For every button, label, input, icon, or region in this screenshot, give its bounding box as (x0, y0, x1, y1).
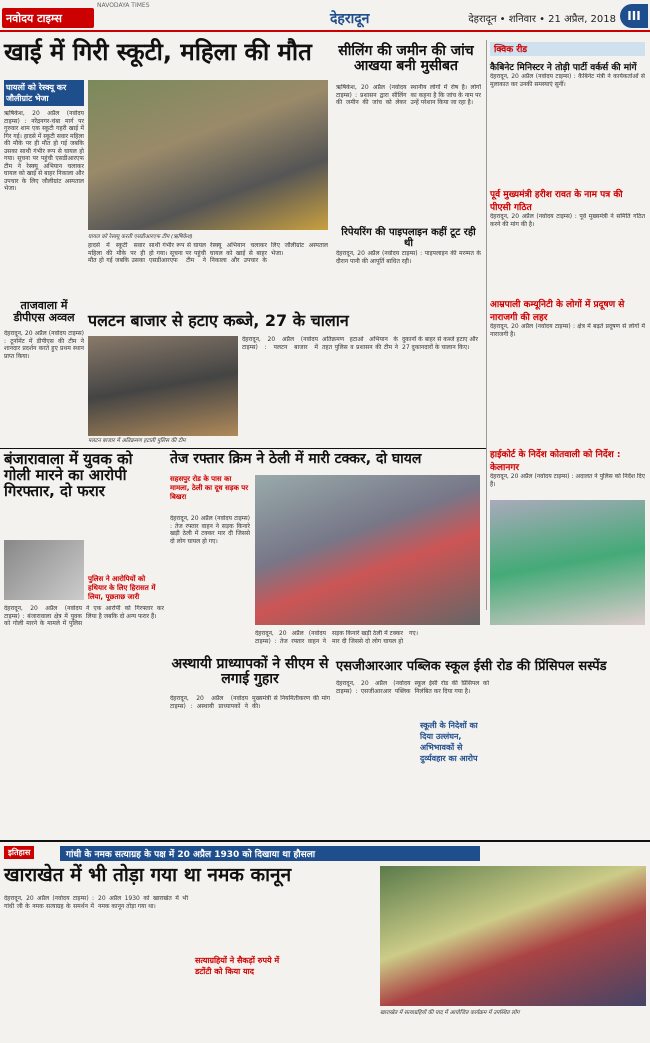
dateline: देहरादून • शनिवार • 21 अप्रैल, 2018 (468, 14, 616, 25)
teachers-headline: अस्थायी प्राध्यापकों ने सीएम से लगाई गुहार (171, 656, 329, 687)
history-pull-quote: सत्याग्रहियों ने सैकड़ों रुपये में डटोंटी को किया याद (195, 956, 280, 976)
tajwala-headline: ताजवाला में डीपीएस अव्वल (13, 299, 75, 324)
history-photo (380, 866, 646, 1006)
lead-sidebar-box: घायलों को रेस्क्यू कर जौलीग्रांट भेजा (4, 80, 84, 106)
lead-headline: खाई में गिरी स्कूटी, महिला की मौत (4, 38, 312, 66)
pipeline-body: देहरादून, 20 अप्रैल (नवोदय टाइम्स) : पाइपलाइन की मरम्मत के दौरान पानी की आपूर्ति बाधित रही। (336, 250, 481, 265)
history-photo-caption: खाराखेत में सत्याग्रहियों की याद में आयोजित कार्यक्रम में उपस्थित लोग (380, 1010, 520, 1016)
paltan-photo (88, 336, 238, 436)
quick-read-item-body: देहरादून, 20 अप्रैल (नवोदय टाइम्स) : पूर्व मुख्यमंत्री ने समिति गठित करने की मांग की है। (490, 213, 645, 228)
quick-read-title: क्विक रीड (490, 42, 645, 56)
pipeline-headline: रिपेयरिंग की पाइपलाइन कहीं टूट रही थी (341, 227, 476, 249)
banjarawala-photo (4, 540, 84, 600)
banjarawala-body: देहरादून, 20 अप्रैल (नवोदय टाइम्स) : बंजारावाला क्षेत्र में युवक को गोली मारने के मामले में पुलिस ने एक आरोपी को गिरफ्तार कर लिया है जबकि दो अन्य फरार हैं। (4, 605, 164, 627)
paltan-headline: पलटन बाजार से हटाए कब्जे, 27 के चालान (88, 311, 349, 330)
section-divider (0, 840, 650, 842)
crash-body-cont: देहरादून, 20 अप्रैल (नवोदय टाइम्स) : तेज रफ्तार वाहन ने सड़क किनारे खड़ी ठेली में टक्कर मार दी जिससे दो लोग घायल हो गए। (255, 630, 418, 645)
lead-byline (4, 110, 84, 290)
history-body: देहरादून, 20 अप्रैल (नवोदय टाइम्स) : गांधी जी के नमक सत्याग्रह के समर्थन में 20 अप्रैल 1930 को खाराखेत में भी नमक कानून तोड़ा गया था। (4, 895, 188, 910)
history-strap: गांधी के नमक सत्याग्रह के पक्ष में 20 अप्रैल 1930 को दिखाया था हौसला (60, 846, 480, 861)
quick-read-item (490, 60, 645, 183)
lead-photo-caption: घायल को रेस्क्यू करती एसडीआरएफ टीम (ऋषिकेश) (88, 234, 193, 240)
school-body: देहरादून, 20 अप्रैल (नवोदय टाइम्स) : एसजीआरआर पब्लिक स्कूल ईसी रोड की प्रिंसिपल को निलंबित कर दिया गया है। (336, 680, 489, 695)
school-headline: एसजीआरआर पब्लिक स्कूल ईसी रोड की प्रिंसिपल सस्पेंड (336, 659, 607, 674)
quick-read-item-body: देहरादून, 20 अप्रैल (नवोदय टाइम्स) : कैबिनेट मंत्री ने कार्यकर्ताओं से मुलाकात कर उनकी समस्याएं सुनीं। (490, 73, 645, 88)
quick-read-item-headline: हाईकोर्ट के निर्देश कोतवाली को निर्देश : केलानगर (490, 450, 621, 473)
crash-headline: तेज रफ्तार क्रिम ने ठेली में मारी टक्कर, दो घायल (170, 451, 422, 467)
page-number: III (620, 4, 648, 28)
women-group-photo (490, 500, 645, 625)
banjarawala-pull-quote: पुलिस ने आरोपियों को हथियार के लिए हिरासत में लिया, पूछताछ जारी (88, 575, 156, 601)
quick-read-item (490, 297, 645, 443)
history-section-tag: इतिहास (4, 846, 34, 859)
crash-subhead: सहसपुर रोड के पास का मामला, ठेली का दूध सड़क पर बिखरा (170, 475, 249, 501)
history-headline: खाराखेत में भी तोड़ा गया था नमक कानून (4, 864, 292, 886)
paltan-body: देहरादून, 20 अप्रैल (नवोदय टाइम्स) : पलटन बाजार में अतिक्रमण हटाओ अभियान के तहत पुलिस व प्रशासन की टीम ने दुकानों के बाहर से कब्जे हटाए और 27 दुकानदारों के चालान किए। (242, 336, 478, 351)
quick-read-item-body: देहरादून, 20 अप्रैल (नवोदय टाइम्स) : क्षेत्र में बढ़ते प्रदूषण से लोगों में नाराजगी है। (490, 323, 645, 338)
newspaper-logo: नवोदय टाइम्स (2, 8, 94, 28)
edition-id: NAVODAYA TIMES (97, 2, 150, 9)
quick-read-item (490, 187, 645, 293)
school-pull-quote: स्कूली के निदेशों का दिया उल्लंघन, अभिभावकों से दुर्व्यवहार का आरोप (420, 721, 478, 763)
teachers-body: देहरादून, 20 अप्रैल (नवोदय टाइम्स) : अस्थायी प्राध्यापकों ने मुख्यमंत्री से नियमितीकरण की मांग की। (170, 695, 330, 710)
quick-read-item-headline: पूर्व मुख्यमंत्री हरीश रावत के नाम पत्र की पीएसी गठित (490, 190, 623, 213)
ceiling-body: ऋषिकेश, 20 अप्रैल (नवोदय टाइम्स) : प्रशासन द्वारा सीलिंग की जमीन की जांच को लेकर स्थानीय लोगों में रोष है। लोगों का कहना है कि जांच के नाम पर उन्हें परेशान किया जा रहा है। (336, 84, 481, 106)
tajwala-body: देहरादून, 20 अप्रैल (नवोदय टाइम्स) : टूर्नामेंट में डीपीएस की टीम ने शानदार प्रदर्शन करते हुए प्रथम स्थान प्राप्त किया। (4, 330, 84, 360)
quick-read-item-headline: आम्रपाली कम्यूनिटी के लोगों में प्रदूषण से नाराजगी की लहर (490, 300, 625, 323)
section-divider (0, 448, 486, 449)
quick-read-list (490, 60, 645, 573)
quick-read-item-body: देहरादून, 20 अप्रैल (नवोदय टाइम्स) : अदालत ने पुलिस को निर्देश दिए हैं। (490, 473, 645, 488)
paltan-photo-caption: पलटन बाजार में अतिक्रमण हटाती पुलिस की टीम (88, 438, 186, 444)
ceiling-headline: सीलिंग की जमीन की जांच आखया बनी मुसीबत (338, 43, 474, 74)
lead-body-columns: हादसे में स्कूटी सवार महिला की मौके पर ही मौत हो गई जबकि उसका साथी गंभीर रूप से घायल हो गया। सूचना पर पहुंची एसडीआरएफ टीम ने रेस्क्यू अभियान चलाकर घायल को खाई से बाहर निकाला और उपचार के लिए जौलीग्रांट अस्पताल भेजा। (88, 242, 328, 264)
crash-photo (255, 475, 480, 625)
city-name: देहरादून (330, 11, 370, 27)
crash-body: देहरादून, 20 अप्रैल (नवोदय टाइम्स) : तेज रफ्तार वाहन ने सड़क किनारे खड़ी ठेली में टक्कर मार दी जिससे दो लोग घायल हो गए। (170, 515, 250, 545)
banjarawala-headline: बंजारावाला में युवक को गोली मारने का आरोपी गिरफ्तार, दो फरार (4, 450, 133, 500)
lead-photo (88, 80, 328, 230)
quick-read-item-headline: कैबिनेट मिनिस्टर ने तोड़ी पार्टी वर्कर्स की मांगें (490, 63, 637, 73)
lead-body: हादसे में स्कूटी सवार महिला की मौके पर ही मौत हो गई जबकि उसका साथी गंभीर रूप से घायल हो गया। सूचना पर पहुंची एसडीआरएफ टीम ने रेस्क्यू अभियान चलाकर घायल को खाई से बाहर निकाला और उपचार के लिए जौलीग्रांट अस्पताल भेजा। (4, 132, 84, 192)
lead-byline-text: ऋषिकेश, 20 अप्रैल (नवोदय टाइम्स) : नरेंद्रनगर-चंबा मार्ग पर गुरुवार शाम एक स्कूटी गहरी खाई में गिर गई। (4, 110, 84, 140)
